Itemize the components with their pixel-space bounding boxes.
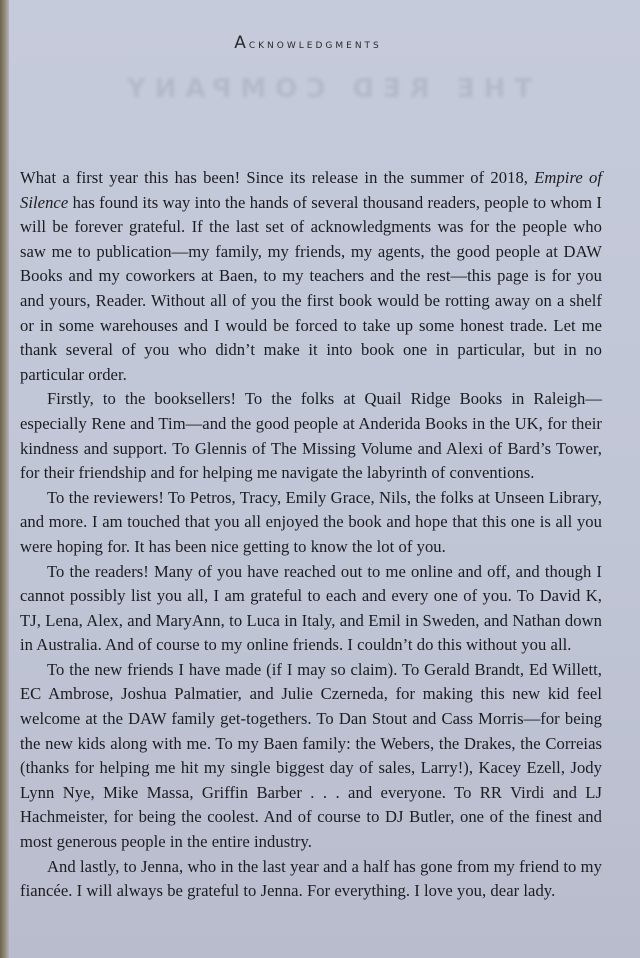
book-spine-shadow [0, 0, 9, 958]
acknowledgments-body [20, 166, 602, 904]
show-through-title: THE RED COMPANY [117, 74, 533, 104]
paragraph-readers: To the readers! Many of you have reached out to me online and off, and though I cannot possibly list you all, I am grateful to each and every one of you. To David K, TJ, Lena, Alex, and MaryAnn, to Luca in Italy, and Emil in Sweden, and Nathan down in Australia. And of course to my online friends. I couldn’t do this without you all. [20, 561, 602, 655]
paragraph-jenna: And lastly, to Jenna, who in the last year and a half has gone from my friend to my fiancée. I will always be grateful to Jenna. For everything. I love you, dear lady. [20, 856, 602, 901]
running-head-rest: cknowledgments [248, 37, 382, 52]
running-head [0, 33, 640, 53]
paragraph-text: What a first year this has been! Since its release in the summer of 2018, [20, 168, 535, 187]
paragraph-text: has found its way into the hands of several thousand readers, people to whom I will be forever grateful. If the last set of acknowledgments was for the people who saw me to publication—my family, my friends, my agents, the good people at DAW Books and my coworkers at Baen, to my teachers and the rest—this page is for you and yours, Reader. Without all of you the first book would be rotting away on a shelf or in some warehouses and I would be forced to take up some honest trade. Let me thank several of you who didn’t make it into book one in particular, but in no particular order. [20, 192, 602, 384]
paragraph-reviewers: To the reviewers! To Petros, Tracy, Emily Grace, Nils, the folks at Unseen Library, and more. I am touched that you all enjoyed the book and hope that this one is all you were hoping for. It has been nice getting to know the lot of you. [20, 487, 602, 556]
running-head-initial: A [234, 33, 249, 53]
paragraph-booksellers: Firstly, to the booksellers! To the folks at Quail Ridge Books in Raleigh—especially Rene and Tim—and the good people at Anderida Books in the UK, for their kindness and support. To Glennis of The Missing Volume and Alexi of Bard’s Tower, for their friendship and for helping me navigate the labyrinth of conventions. [20, 389, 602, 483]
paragraph-opening [20, 166, 602, 387]
book-title-italic: Empire of Silence [20, 168, 602, 212]
paragraph-new-friends: To the new friends I have made (if I may so claim). To Gerald Brandt, Ed Willett, EC Ambrose, Joshua Palmatier, and Julie Czerneda, for making this new kid feel welcome at the DAW family get-togethers. To Dan Stout and Cass Morris—for being the new kids along with me. To my Baen family: the Webers, the Drakes, the Correias (thanks for helping me hit my single biggest day of sales, Larry!), Kacey Ezell, Jody Lynn Nye, Mike Massa, Griffin Barber . . . and everyone. To RR Virdi and LJ Hachmeister, for being the coolest. And of course to DJ Butler, one of the finest and most generous people in the entire industry. [20, 659, 602, 852]
